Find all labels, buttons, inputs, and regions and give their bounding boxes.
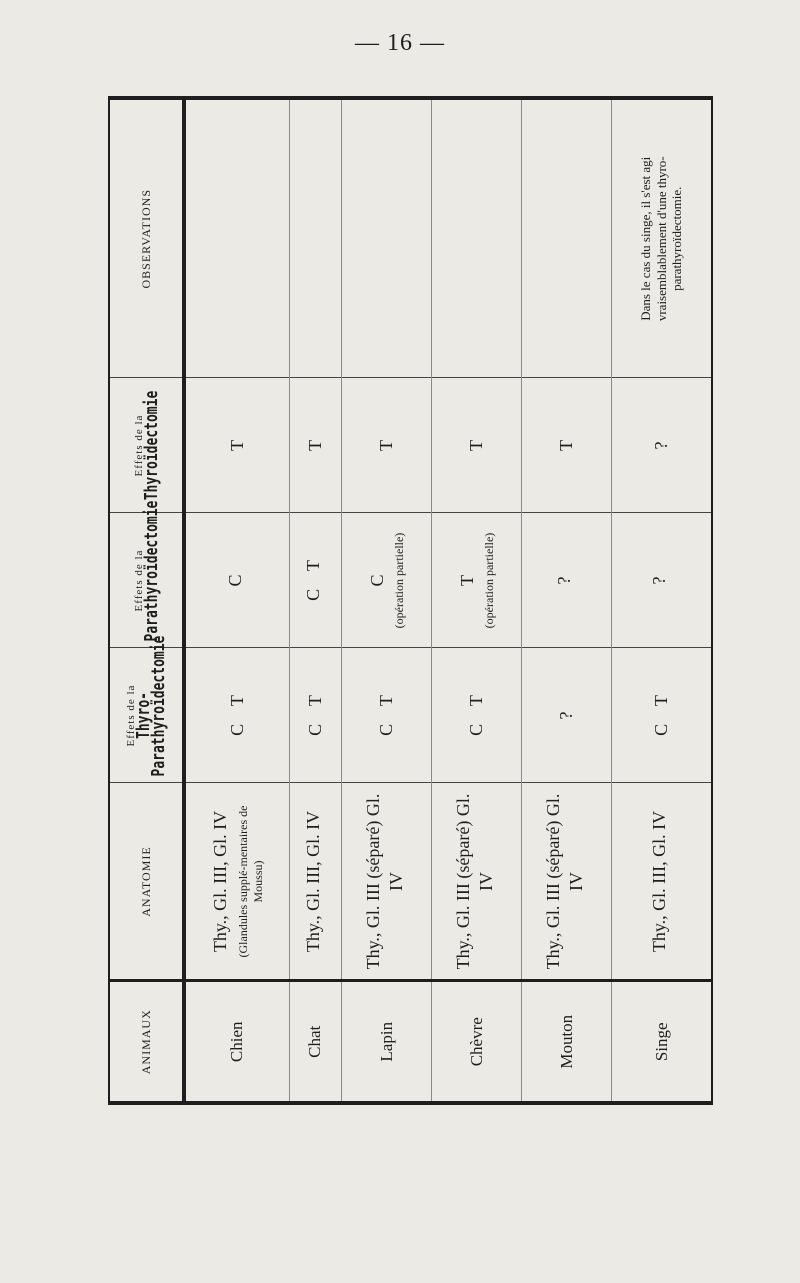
cell-anatomie bbox=[289, 783, 342, 981]
cell-animal: Singe bbox=[612, 981, 713, 1103]
para-value: T bbox=[456, 575, 477, 586]
cell-thyro-para: C T bbox=[612, 648, 713, 783]
header-thyro-line2: Thyro- bbox=[134, 692, 155, 739]
cell-animal: Chat bbox=[289, 981, 342, 1103]
cell-thyroid: ? bbox=[612, 378, 713, 513]
header-thyroid-line2: Thyroïdectomie bbox=[141, 390, 163, 501]
header-thyro-line1: Effets de la bbox=[125, 684, 137, 747]
header-observations: OBSERVATIONS bbox=[109, 98, 184, 378]
table-header-row bbox=[109, 98, 184, 1103]
cell-observation bbox=[342, 98, 432, 378]
anatomie-text: Thy., Gl. III, Gl. IV bbox=[210, 810, 230, 953]
header-animaux: ANIMAUX bbox=[109, 981, 184, 1103]
para-note: (opération partielle) bbox=[481, 532, 496, 629]
cell-anatomie bbox=[342, 783, 432, 981]
cell-observation bbox=[522, 98, 612, 378]
para-value: ? bbox=[649, 576, 669, 585]
cell-observation: Dans le cas du singe, il s'est agi vraisemblablement d'une thyro-parathyroïdectomie. bbox=[612, 98, 713, 378]
table-row bbox=[522, 98, 612, 1103]
cell-para bbox=[342, 513, 432, 648]
anatomie-text: Thy., Gl. III, Gl. IV bbox=[303, 810, 323, 953]
cell-anatomie bbox=[432, 783, 522, 981]
cell-thyroid: T bbox=[432, 378, 522, 513]
cell-animal: Mouton bbox=[522, 981, 612, 1103]
cell-anatomie bbox=[612, 783, 713, 981]
anatomie-text: Thy., Gl. III (séparé) Gl. IV bbox=[543, 793, 586, 970]
para-value: C bbox=[366, 574, 387, 587]
header-thyro-line3: Parathyroïdectomie bbox=[149, 635, 170, 777]
cell-para bbox=[612, 513, 713, 648]
table-row bbox=[184, 98, 289, 1103]
header-thyroid-line1: Effets de la bbox=[132, 414, 145, 477]
cell-animal: Chien bbox=[184, 981, 289, 1103]
table-row bbox=[612, 98, 713, 1103]
anatomie-note: (Glandules supplé-mentaires de Moussu) bbox=[235, 805, 265, 958]
cell-para bbox=[432, 513, 522, 648]
anatomie-text: Thy., Gl. III, Gl. IV bbox=[649, 810, 670, 953]
para-note: (opération partielle) bbox=[391, 532, 406, 629]
cell-thyroid: T bbox=[289, 378, 342, 513]
cell-observation bbox=[432, 98, 522, 378]
para-value: C bbox=[224, 574, 245, 587]
cell-thyroid: T bbox=[342, 378, 432, 513]
cell-animal: Lapin bbox=[342, 981, 432, 1103]
cell-animal: Chèvre bbox=[432, 981, 522, 1103]
table-row bbox=[342, 98, 432, 1103]
cell-anatomie bbox=[184, 783, 289, 981]
anatomie-text: Thy., Gl. III (séparé) Gl. IV bbox=[453, 793, 496, 970]
cell-thyro-para: C T bbox=[432, 648, 522, 783]
cell-anatomie bbox=[522, 783, 612, 981]
cell-thyro-para: C T bbox=[184, 648, 289, 783]
rotated-table-container bbox=[108, 100, 713, 1105]
cell-thyroid: T bbox=[522, 378, 612, 513]
results-table bbox=[108, 96, 713, 1105]
cell-para bbox=[289, 513, 342, 648]
table-row bbox=[432, 98, 522, 1103]
page-number: — 16 — bbox=[355, 30, 445, 56]
para-value: ? bbox=[554, 576, 574, 585]
cell-observation bbox=[289, 98, 342, 378]
cell-thyro-para: ? bbox=[522, 648, 612, 783]
header-anatomie: ANATOMIE bbox=[109, 783, 184, 981]
header-parathyroidectomie bbox=[109, 500, 184, 648]
cell-para bbox=[184, 513, 289, 648]
header-para-line2: Parathyroïdectomie bbox=[141, 500, 163, 642]
cell-thyro-para: C T bbox=[289, 648, 342, 783]
cell-thyroid: T bbox=[184, 378, 289, 513]
header-para-line1: Effets de la bbox=[132, 549, 145, 612]
table-frame bbox=[108, 100, 713, 1105]
cell-observation bbox=[184, 98, 289, 378]
cell-para bbox=[522, 513, 612, 648]
cell-thyro-para: C T bbox=[342, 648, 432, 783]
header-thyro-parathyroidectomie bbox=[109, 635, 184, 783]
para-value: C T bbox=[302, 560, 323, 601]
table-row bbox=[289, 98, 342, 1103]
header-thyroidectomie bbox=[109, 378, 184, 513]
anatomie-text: Thy., Gl. III (séparé) Gl. IV bbox=[363, 793, 406, 970]
